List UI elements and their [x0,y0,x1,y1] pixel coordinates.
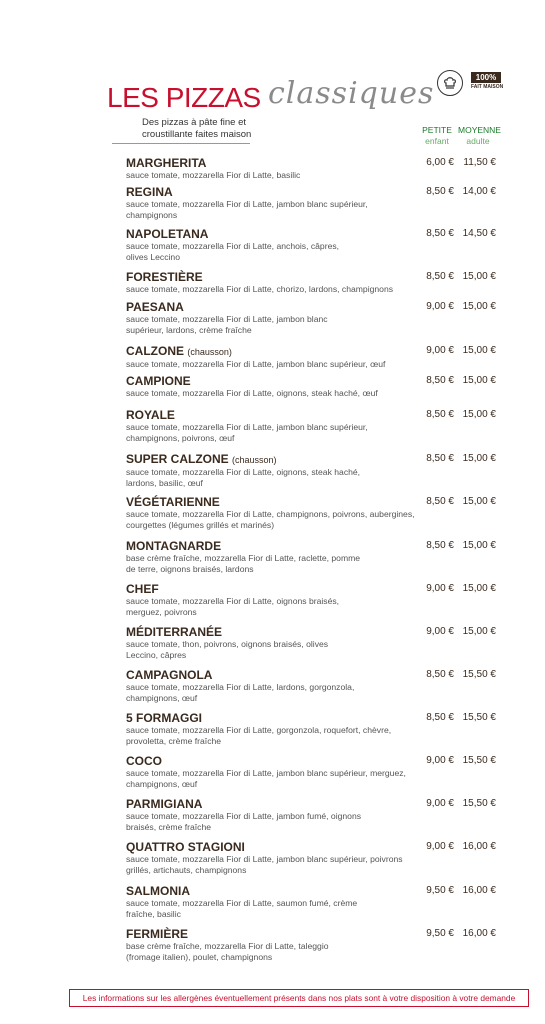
pizza-description: sauce tomate, mozzarella Fior di Latte, gorgonzola, roquefort, chèvre, provoletta, crème fraîche [126,725,392,746]
price-petite: 8,50 € [426,669,454,680]
pizza-name: COCO [126,754,162,768]
badge-percent: 100% [471,72,501,83]
menu-item [126,711,506,754]
pizza-name: MARGHERITA [126,156,207,170]
price-moyenne: 15,00 € [462,496,496,507]
menu-item [126,374,506,408]
pizza-name: FORESTIÈRE [126,270,203,284]
price-moyenne: 15,00 € [462,540,496,551]
column-petite-sub: enfant [425,136,449,146]
price-moyenne: 16,00 € [462,841,496,852]
pizza-name: MÉDITERRANÉE [126,625,223,639]
price-moyenne: 15,50 € [462,798,496,809]
menu-item [126,797,506,840]
price-moyenne: 16,00 € [462,885,496,896]
price-petite: 9,50 € [426,928,454,939]
menu-item [126,625,506,668]
menu-item [126,452,506,495]
price-petite: 9,00 € [426,301,454,312]
price-petite: 9,00 € [426,345,454,356]
menu-item [126,927,506,970]
menu-item [126,582,506,625]
menu-item [126,344,506,374]
pizza-description: sauce tomate, mozzarella Fior di Latte, jambon blanc supérieur, lardons, crème fraîche [126,314,328,335]
price-petite: 9,00 € [426,755,454,766]
page-subtitle: Des pizzas à pâte fine et croustillante faites maison [142,117,252,140]
menu-item [126,270,506,300]
price-petite: 8,50 € [426,228,454,239]
price-petite: 9,50 € [426,885,454,896]
price-moyenne: 15,00 € [462,453,496,464]
price-moyenne: 15,00 € [462,301,496,312]
menu-item [126,668,506,711]
price-petite: 8,50 € [426,186,454,197]
menu-item [126,408,506,452]
menu-item [126,840,506,884]
price-moyenne: 15,00 € [462,409,496,420]
pizza-name: CAMPAGNOLA [126,668,213,682]
allergen-notice: Les informations sur les allergènes éventuellement présents dans nos plats sont à votre disposition à votre demande [69,989,529,1007]
pizza-description: sauce tomate, mozzarella Fior di Latte, jambon blanc supérieur, œuf [126,359,386,369]
pizza-name: 5 FORMAGGI [126,711,203,725]
pizza-description: sauce tomate, mozzarella Fior di Latte, jambon fumé, oignons braisés, crème fraîche [126,811,362,832]
price-moyenne: 15,50 € [462,669,496,680]
price-petite: 8,50 € [426,409,454,420]
price-moyenne: 15,00 € [462,345,496,356]
price-moyenne: 15,00 € [462,626,496,637]
price-petite: 8,50 € [426,540,454,551]
price-petite: 9,00 € [426,626,454,637]
pizza-name: SUPER CALZONE (chausson) [126,452,277,466]
page-title-script: classiques [268,76,435,111]
column-header-petite [420,125,454,147]
menu-item [126,156,506,185]
pizza-name: ROYALE [126,408,175,422]
menu-item [126,754,506,797]
pizza-description: sauce tomate, mozzarella Fior di Latte, chorizo, lardons, champignons [126,284,394,294]
price-petite: 8,50 € [426,453,454,464]
pizza-description: sauce tomate, mozzarella Fior di Latte, saumon fumé, crème fraîche, basilic [126,898,358,919]
price-petite: 8,50 € [426,375,454,386]
price-moyenne: 11,50 € [463,157,496,168]
price-petite: 6,00 € [426,157,454,168]
pizza-description: base crème fraîche, mozzarella Fior di Latte, taleggio (fromage italien), poulet, champignons [126,941,329,962]
price-moyenne: 15,50 € [462,755,496,766]
pizza-name: SALMONIA [126,884,190,898]
pizza-description: sauce tomate, mozzarella Fior di Latte, jambon blanc supérieur, poivrons grillés, artichauts, champignons [126,854,403,875]
pizza-name: QUATTRO STAGIONI [126,840,245,854]
price-moyenne: 16,00 € [462,928,496,939]
pizza-name: NAPOLETANA [126,227,209,241]
menu-item [126,495,506,539]
price-petite: 9,00 € [426,798,454,809]
pizza-description: sauce tomate, mozzarella Fior di Latte, jambon blanc supérieur, champignons, poivrons, œuf [126,422,368,443]
column-moyenne-label: MOYENNE [458,125,501,135]
pizza-description: sauce tomate, mozzarella Fior di Latte, oignons braisés, merguez, poivrons [126,596,340,617]
price-petite: 9,00 € [426,583,454,594]
price-moyenne: 15,50 € [462,712,496,723]
pizza-menu-list [126,156,506,970]
price-moyenne: 15,00 € [462,583,496,594]
pizza-name: PARMIGIANA [126,797,203,811]
menu-item [126,884,506,927]
chef-hat-icon-graphic [443,76,457,90]
pizza-name: PAESANA [126,300,184,314]
menu-item [126,300,506,344]
price-petite: 8,50 € [426,271,454,282]
price-petite: 9,00 € [426,841,454,852]
column-header-moyenne [458,125,501,147]
column-moyenne-sub: adulte [466,136,490,146]
subtitle-divider [112,143,250,144]
price-moyenne: 15,00 € [462,375,496,386]
pizza-name: CAMPIONE [126,374,191,388]
price-petite: 8,50 € [426,496,454,507]
pizza-description: sauce tomate, mozzarella Fior di Latte, basilic [126,170,301,180]
chef-hat-icon [437,70,463,96]
pizza-description: sauce tomate, thon, poivrons, oignons braisés, olives Leccino, câpres [126,639,329,660]
price-moyenne: 14,00 € [462,186,496,197]
pizza-name: FERMIÈRE [126,927,189,941]
menu-item [126,539,506,582]
price-moyenne: 14,50 € [462,228,496,239]
pizza-description: base crème fraîche, mozzarella Fior di Latte, raclette, pomme de terre, oignons braisés, lardons [126,553,361,574]
pizza-description: sauce tomate, mozzarella Fior di Latte, lardons, gorgonzola, champignons, œuf [126,682,355,703]
pizza-name: CALZONE (chausson) [126,344,232,358]
pizza-description: sauce tomate, mozzarella Fior di Latte, oignons, steak haché, lardons, basilic, œuf [126,467,361,488]
page-title: LES PIZZAS [107,82,261,113]
pizza-description: sauce tomate, mozzarella Fior di Latte, anchois, câpres, olives Leccino [126,241,340,262]
pizza-name: REGINA [126,185,173,199]
badge-label: FAIT MAISON [471,84,504,90]
column-petite-label: PETITE [422,125,452,135]
menu-item [126,227,506,270]
pizza-description: sauce tomate, mozzarella Fior di Latte, jambon blanc supérieur, merguez, champignons, œuf [126,768,406,789]
price-petite: 8,50 € [426,712,454,723]
pizza-name: VÉGÉTARIENNE [126,495,220,509]
pizza-name: CHEF [126,582,159,596]
pizza-description: sauce tomate, mozzarella Fior di Latte, jambon blanc supérieur, champignons [126,199,368,220]
pizza-description: sauce tomate, mozzarella Fior di Latte, champignons, poivrons, aubergines, courgettes (légumes grillés et marinés) [126,509,415,530]
fait-maison-badge [471,72,504,90]
pizza-name: MONTAGNARDE [126,539,222,553]
menu-item [126,185,506,227]
price-moyenne: 15,00 € [462,271,496,282]
pizza-description: sauce tomate, mozzarella Fior di Latte, oignons, steak haché, œuf [126,388,378,398]
